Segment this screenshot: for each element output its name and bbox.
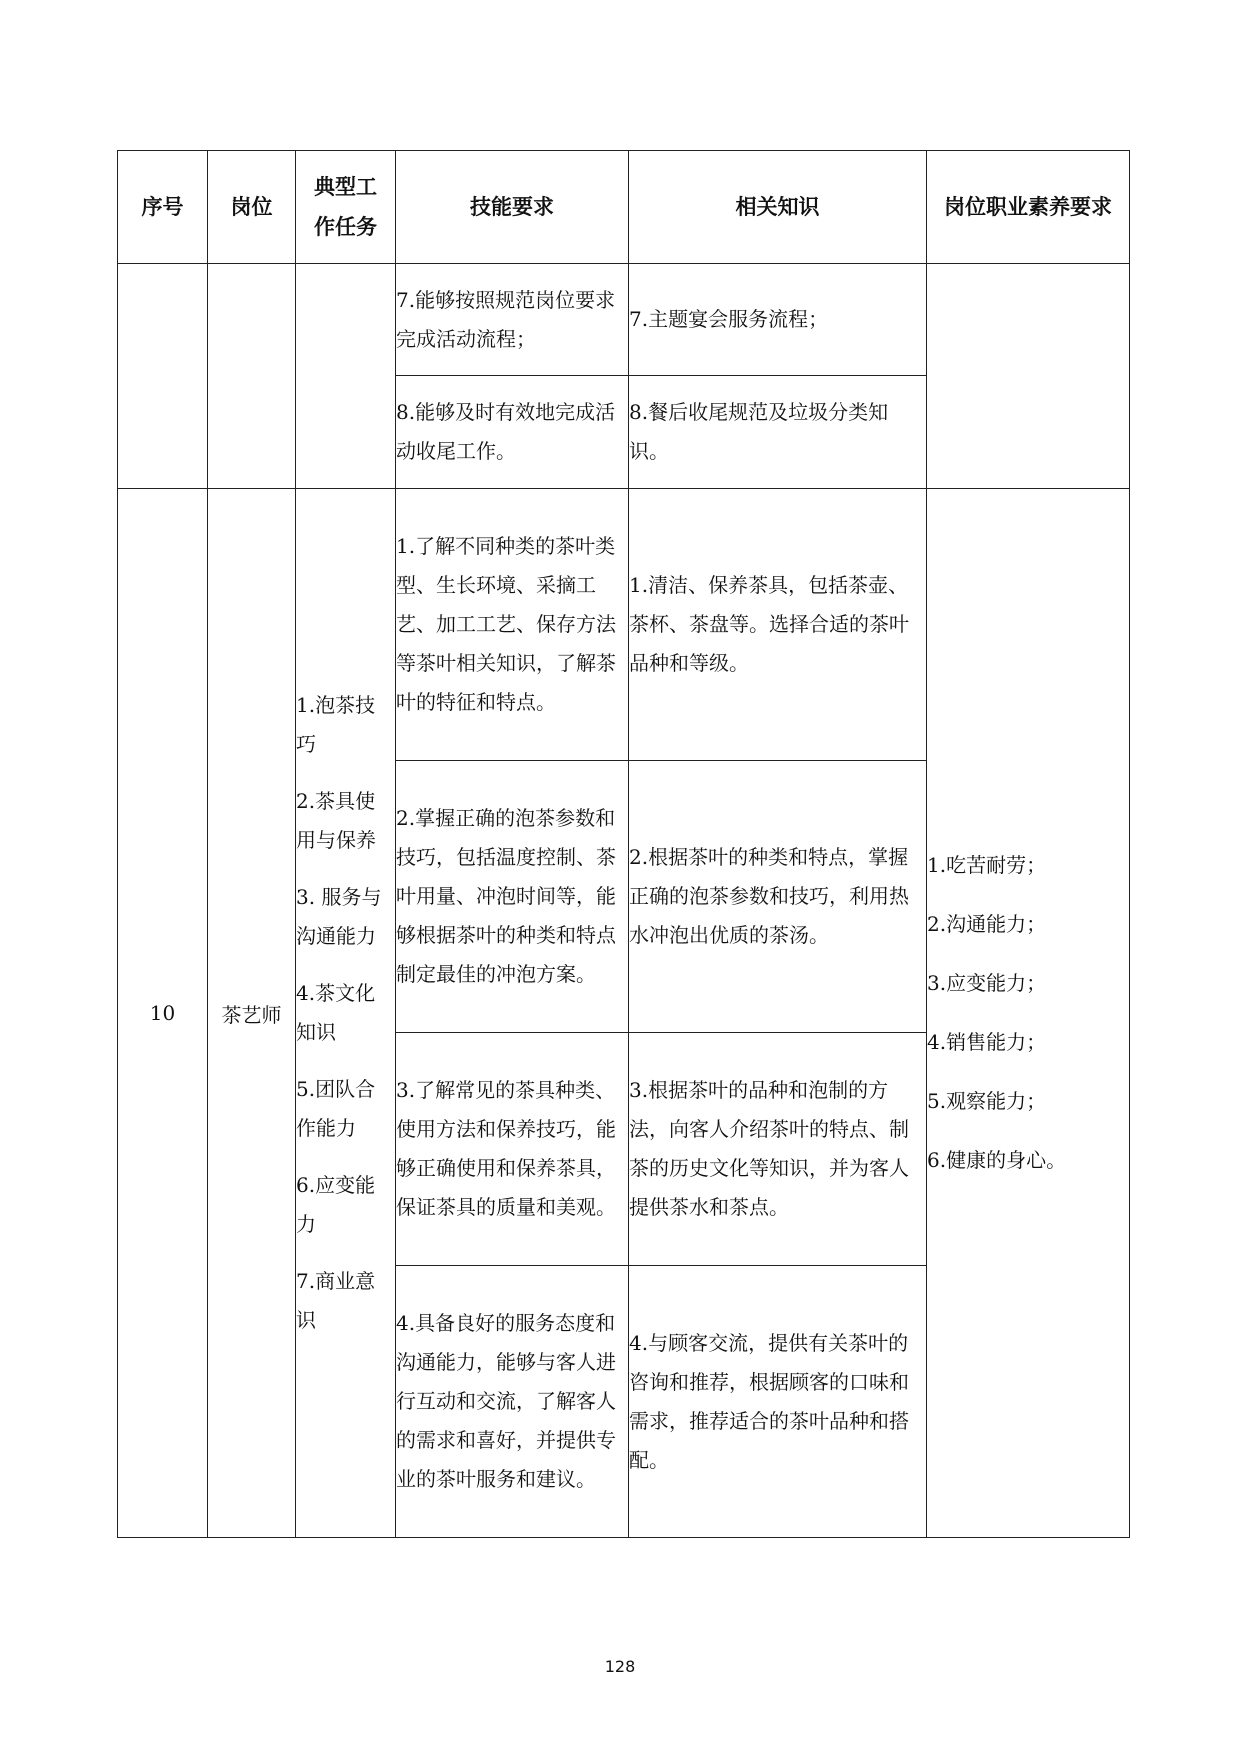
- knowledge-cell: 3.根据茶叶的品种和泡制的方法，向客人介绍茶叶的特点、制茶的历史文化等知识，并为客人提供茶水和茶点。: [629, 1033, 927, 1266]
- knowledge-cell: 1.清洁、保养茶具，包括茶壶、茶杯、茶盘等。选择合适的茶叶品种和等级。: [629, 489, 927, 761]
- task-item: 7.商业意识: [296, 1269, 376, 1332]
- skill-cell: 7.能够按照规范岗位要求完成活动流程；: [396, 264, 629, 376]
- table-row: [118, 489, 1130, 761]
- header-number: 序号: [118, 151, 208, 264]
- header-knowledge: 相关知识: [629, 151, 927, 264]
- task-item: 1.泡茶技巧: [296, 693, 376, 756]
- header-post: 岗位: [208, 151, 296, 264]
- quality-cell: [927, 489, 1130, 1538]
- header-quality: 岗位职业素养要求: [927, 151, 1130, 264]
- skill-cell: 2.掌握正确的泡茶参数和技巧，包括温度控制、茶叶用量、冲泡时间等，能够根据茶叶的种类和特点制定最佳的冲泡方案。: [396, 761, 629, 1033]
- tasks-cell: [296, 489, 396, 1538]
- header-tasks: 典型工作任务: [296, 151, 396, 264]
- number-cell: 10: [118, 489, 208, 1538]
- quality-item: 2.沟通能力；: [927, 912, 1047, 936]
- post-cell-empty: [208, 264, 296, 489]
- page-number: 128: [604, 1657, 636, 1676]
- header-row: [118, 151, 1130, 264]
- quality-item: 3.应变能力；: [927, 971, 1047, 995]
- task-item: 5.团队合作能力: [296, 1077, 376, 1140]
- knowledge-cell: 8.餐后收尾规范及垃圾分类知识。: [629, 376, 927, 489]
- quality-item: 6.健康的身心。: [927, 1148, 1067, 1172]
- skill-cell: 1.了解不同种类的茶叶类型、生长环境、采摘工艺、加工工艺、保存方法等茶叶相关知识，了解茶叶的特征和特点。: [396, 489, 629, 761]
- task-item: 2.茶具使用与保养: [296, 789, 376, 852]
- knowledge-cell: 7.主题宴会服务流程；: [629, 264, 927, 376]
- post-cell: 茶艺师: [208, 489, 296, 1538]
- tasks-cell-empty: [296, 264, 396, 489]
- task-item: 3. 服务与沟通能力: [296, 885, 382, 948]
- knowledge-cell: 2.根据茶叶的种类和特点，掌握正确的泡茶参数和技巧，利用热水冲泡出优质的茶汤。: [629, 761, 927, 1033]
- knowledge-cell: 4.与顾客交流，提供有关茶叶的咨询和推荐，根据顾客的口味和需求，推荐适合的茶叶品种和搭配。: [629, 1266, 927, 1538]
- task-item: 6.应变能力: [296, 1173, 376, 1236]
- quality-cell-empty: [927, 264, 1130, 489]
- task-item: 4.茶文化知识: [296, 981, 376, 1044]
- quality-item: 1.吃苦耐劳；: [927, 853, 1047, 877]
- quality-item: 4.销售能力；: [927, 1030, 1047, 1054]
- skill-cell: 8.能够及时有效地完成活动收尾工作。: [396, 376, 629, 489]
- table-row: [118, 264, 1130, 376]
- skill-cell: 4.具备良好的服务态度和沟通能力，能够与客人进行互动和交流，了解客人的需求和喜好，并提供专业的茶叶服务和建议。: [396, 1266, 629, 1538]
- skill-cell: 3.了解常见的茶具种类、使用方法和保养技巧，能够正确使用和保养茶具，保证茶具的质量和美观。: [396, 1033, 629, 1266]
- quality-item: 5.观察能力；: [927, 1089, 1047, 1113]
- job-requirements-table: [117, 150, 1130, 1538]
- number-cell-empty: [118, 264, 208, 489]
- header-skills: 技能要求: [396, 151, 629, 264]
